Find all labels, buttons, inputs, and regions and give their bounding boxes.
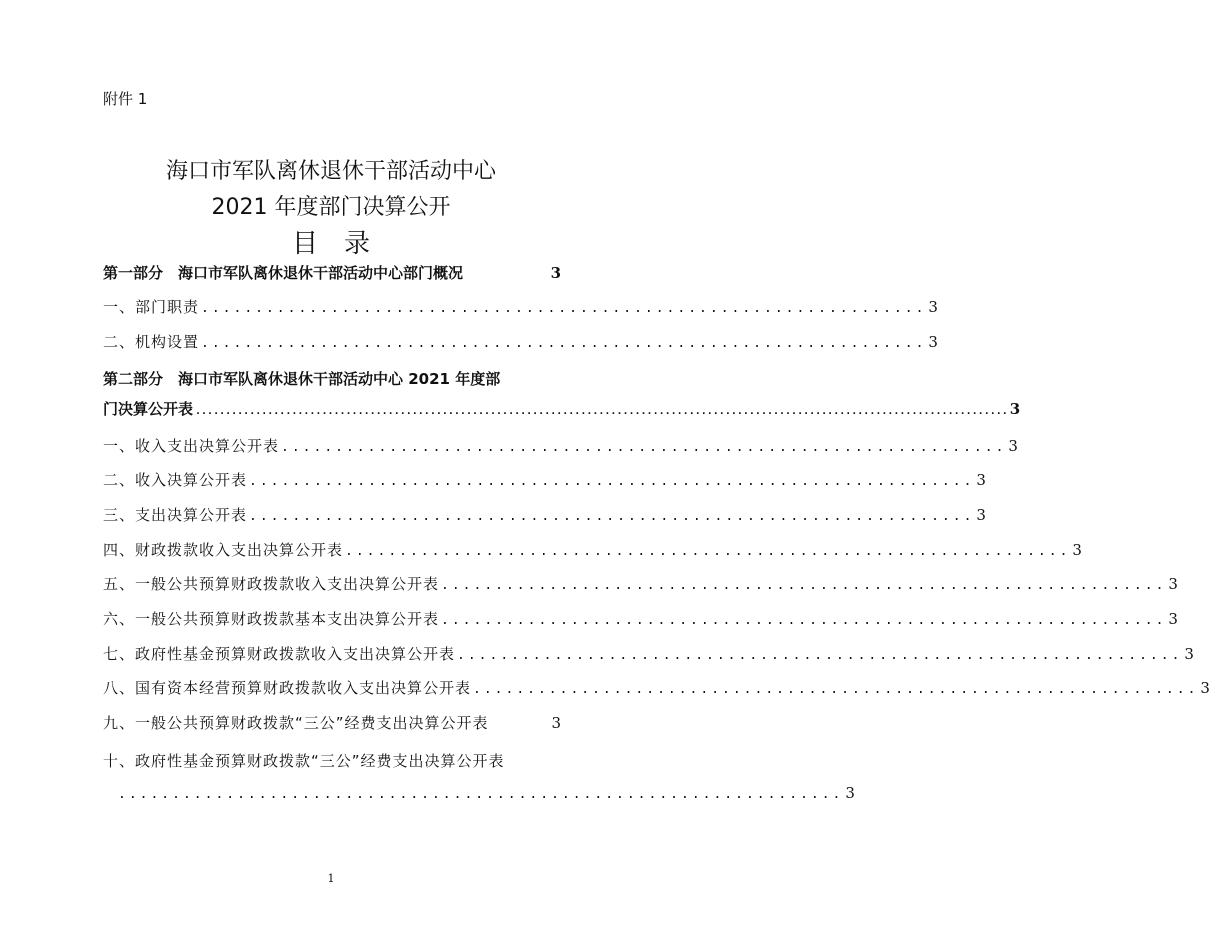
toc-item-label: 三、支出决算公开表 — [103, 506, 248, 524]
toc-part2[interactable] — [103, 398, 1021, 419]
attachment-label: 附件 1 — [103, 90, 148, 108]
toc-item-label[interactable]: 十、政府性基金预算财政拨款“三公”经费支出决算公开表 — [103, 752, 505, 770]
toc-item-page: 3 — [1168, 575, 1178, 593]
toc-item-label: 七、政府性基金预算财政拨款收入支出决算公开表 — [103, 645, 456, 663]
toc-item-page: 3 — [1200, 679, 1210, 697]
toc-part2-page: 3 — [1009, 400, 1021, 418]
toc-item-label: 二、收入决算公开表 — [103, 471, 248, 489]
toc-item-page: 3 — [976, 471, 986, 489]
toc-item-page: 3 — [1008, 437, 1018, 455]
toc-item-page: 3 — [551, 714, 561, 732]
toc-item-label: 四、财政拨款收入支出决算公开表 — [103, 541, 344, 559]
toc-item[interactable] — [103, 712, 561, 733]
toc-item[interactable] — [103, 469, 986, 490]
toc-part1-label: 第一部分 海口市军队离休退休干部活动中心部门概况 — [103, 264, 464, 282]
leader-dots: ................................................................... — [201, 336, 927, 351]
toc-item[interactable] — [103, 677, 1210, 698]
toc-item[interactable] — [118, 784, 855, 802]
toc-item-label: 五、一般公共预算财政拨款收入支出决算公开表 — [103, 575, 440, 593]
leader-dots: ................................................................... — [441, 578, 1167, 593]
document-title: 海口市军队离休退休干部活动中心 — [165, 159, 496, 184]
toc-item[interactable] — [103, 331, 938, 352]
toc-item-page: 3 — [1168, 610, 1178, 628]
leader-dots: ................................................................... — [281, 440, 1007, 455]
leader-dots: ................................................................... — [249, 474, 975, 489]
toc-item-page: 3 — [928, 298, 938, 316]
toc-item[interactable] — [103, 504, 986, 525]
toc-item-page: 3 — [845, 784, 855, 802]
toc-item-label: 九、一般公共预算财政拨款“三公”经费支出决算公开表 — [103, 714, 489, 732]
toc-item-page: 3 — [928, 333, 938, 351]
leader-dots: ................................................................... — [201, 301, 927, 316]
toc-item[interactable] — [103, 296, 938, 317]
toc-item[interactable] — [103, 539, 1082, 560]
toc-part1-page: 3 — [550, 264, 561, 282]
toc-item-page: 3 — [976, 506, 986, 524]
leader-dots: ................................................................... — [441, 613, 1167, 628]
toc-part1[interactable] — [103, 262, 561, 283]
leader-dots: ................................................................... — [249, 509, 975, 524]
toc-item-label: 六、一般公共预算财政拨款基本支出决算公开表 — [103, 610, 440, 628]
toc-item-label: 二、机构设置 — [103, 333, 200, 351]
toc-part2-label-line2: 门决算公开表 — [103, 400, 194, 418]
toc-heading: 目录 — [291, 229, 396, 259]
leader-dots: ....................................................................................................................................... — [195, 406, 1008, 417]
toc-part2-label-line1[interactable]: 第二部分 海口市军队离休退休干部活动中心 2021 年度部 — [103, 370, 501, 388]
toc-item-label: 一、部门职责 — [103, 298, 200, 316]
toc-item[interactable] — [103, 573, 1178, 594]
leader-dots: ................................................................... — [345, 544, 1071, 559]
leader-dots: ................................................................... — [473, 682, 1199, 697]
toc-item[interactable] — [103, 608, 1178, 629]
page-number: 1 — [327, 872, 335, 885]
toc-item-label: 一、收入支出决算公开表 — [103, 437, 280, 455]
leader-dots: ................................................................... — [457, 648, 1183, 663]
leader-dots: ................................................................... — [118, 787, 844, 802]
toc-item[interactable] — [103, 643, 1194, 664]
toc-item-page: 3 — [1184, 645, 1194, 663]
toc-item-label: 八、国有资本经营预算财政拨款收入支出决算公开表 — [103, 679, 472, 697]
document-subtitle: 2021 年度部门决算公开 — [211, 195, 451, 220]
toc-item[interactable] — [103, 435, 1018, 456]
toc-item-page: 3 — [1072, 541, 1082, 559]
